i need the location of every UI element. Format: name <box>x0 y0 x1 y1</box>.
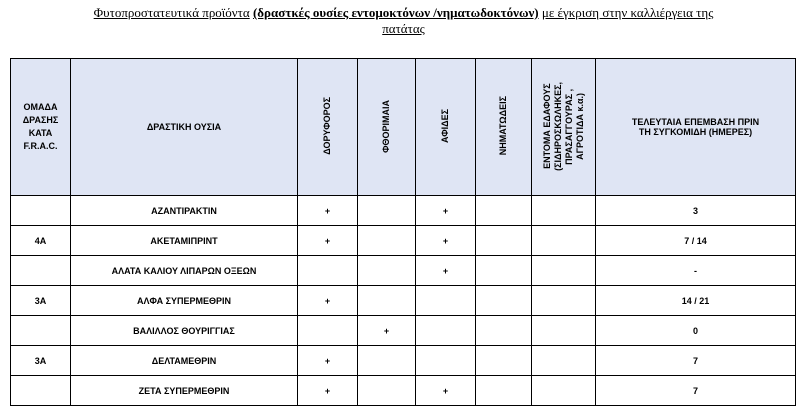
last-application-days-cell: 0 <box>596 316 796 346</box>
title-bold: (δραστκές ουσίες εντομοκτόνων /νηματωδοκτόνων) <box>252 5 539 20</box>
header-soil-line: ΠΡΑΣΑΓΓΟΥΡΑΣ , <box>563 87 574 165</box>
dorifore-cell: + <box>298 346 358 376</box>
nimatodeis-cell <box>476 376 532 406</box>
soil-insects-cell <box>532 346 596 376</box>
nimatodeis-cell <box>476 226 532 256</box>
last-application-days-cell: 7 / 14 <box>596 226 796 256</box>
header-last-application-line: ΤΕΛΕΥΤΑΙΑ ΕΠΕΜΒΑΣΗ ΠΡΙΝ <box>631 117 760 127</box>
header-afides <box>416 59 476 196</box>
header-nimatodeis-label: ΝΗΜΑΤΩΔΕΙΣ <box>498 96 508 156</box>
last-application-days-cell: 3 <box>596 196 796 226</box>
nimatodeis-cell <box>476 196 532 226</box>
dorifore-cell <box>298 256 358 286</box>
ftorimaia-cell <box>358 226 416 256</box>
frac-group-cell: 4Α <box>11 226 71 256</box>
table-row <box>11 316 796 346</box>
ftorimaia-cell <box>358 376 416 406</box>
afides-cell: + <box>416 256 476 286</box>
afides-cell: + <box>416 196 476 226</box>
table-row <box>11 346 796 376</box>
frac-group-cell <box>11 196 71 226</box>
soil-insects-cell <box>532 226 596 256</box>
header-soil-line: (ΣΙΔΗΡΟΣΚΩΛΗΚΕΣ, <box>552 81 563 171</box>
header-afides-label: ΑΦΙΔΕΣ <box>440 108 450 144</box>
soil-insects-cell <box>532 376 596 406</box>
nimatodeis-cell <box>476 346 532 376</box>
pesticide-table <box>10 58 796 406</box>
header-dorifore-label: ΔΟΡΥΦΟΡΟΣ <box>322 97 332 155</box>
header-frac-line: F.R.A.C. <box>23 141 58 151</box>
dorifore-cell <box>298 316 358 346</box>
active-substance-cell: ΑΛΑΤΑ ΚΑΛΙΟΥ ΛΙΠΑΡΩΝ ΟΞΕΩΝ <box>71 256 298 286</box>
header-dorifore <box>298 59 358 196</box>
header-frac-group <box>11 59 71 196</box>
active-substance-cell: ΑΚΕΤΑΜΙΠΡΙΝΤ <box>71 226 298 256</box>
header-active-substance: ΔΡΑΣΤΙΚΗ ΟΥΣΙΑ <box>71 59 298 196</box>
last-application-days-cell: 7 <box>596 376 796 406</box>
header-ftorimaia <box>358 59 416 196</box>
nimatodeis-cell <box>476 256 532 286</box>
table-row <box>11 196 796 226</box>
header-nimatodeis <box>476 59 532 196</box>
header-frac-line: ΚΑΤΑ <box>28 128 53 138</box>
soil-insects-cell <box>532 316 596 346</box>
active-substance-cell: ΑΖΑΝΤΙΡΑΚΤΙΝ <box>71 196 298 226</box>
nimatodeis-cell <box>476 286 532 316</box>
dorifore-cell: + <box>298 196 358 226</box>
header-soil-line: ΕΝΤΟΜΑ ΕΔΑΦΟΥΣ <box>541 83 552 169</box>
nimatodeis-cell <box>476 316 532 346</box>
ftorimaia-cell: + <box>358 316 416 346</box>
frac-group-cell <box>11 316 71 346</box>
active-substance-cell: ΒΑΛΙΛΛΟΣ ΘΟΥΡΙΓΓΙΑΣ <box>71 316 298 346</box>
frac-group-cell: 3Α <box>11 346 71 376</box>
table-row <box>11 286 796 316</box>
title-prefix: Φυτοπροστατευτικά προϊόντα <box>93 5 250 20</box>
afides-cell: + <box>416 376 476 406</box>
header-ftorimaia-label: ΦΘΟΡΙΜΑΙΑ <box>381 99 391 153</box>
header-frac-line: ΟΜΑΔΑ <box>23 102 58 112</box>
header-last-application-line: ΤΗ ΣΥΓΚΟΜΙΔΗ (ΗΜΕΡΕΣ) <box>638 127 753 137</box>
dorifore-cell: + <box>298 376 358 406</box>
soil-insects-cell <box>532 286 596 316</box>
table-header-row <box>11 59 796 196</box>
header-soil-insects <box>532 59 596 196</box>
soil-insects-cell <box>532 196 596 226</box>
dorifore-cell: + <box>298 226 358 256</box>
afides-cell <box>416 316 476 346</box>
title-suffix: με έγκριση στην καλλιέργεια της <box>541 5 714 20</box>
afides-cell: + <box>416 226 476 256</box>
ftorimaia-cell <box>358 286 416 316</box>
last-application-days-cell: 7 <box>596 346 796 376</box>
ftorimaia-cell <box>358 346 416 376</box>
dorifore-cell: + <box>298 286 358 316</box>
document-title <box>0 5 807 37</box>
title-line-2: πατάτας <box>382 21 425 36</box>
header-last-application <box>596 59 796 196</box>
afides-cell <box>416 286 476 316</box>
header-soil-insects-label <box>542 82 586 171</box>
last-application-days-cell: 14 / 21 <box>596 286 796 316</box>
ftorimaia-cell <box>358 256 416 286</box>
table-row <box>11 376 796 406</box>
header-soil-line: ΑΓΡΟΤΙΔΑ κ.α.) <box>574 92 585 160</box>
ftorimaia-cell <box>358 196 416 226</box>
afides-cell <box>416 346 476 376</box>
active-substance-cell: ΔΕΛΤΑΜΕΘΡΙΝ <box>71 346 298 376</box>
active-substance-cell: ΖΕΤΑ ΣΥΠΕΡΜΕΘΡΙΝ <box>71 376 298 406</box>
active-substance-cell: ΑΛΦΑ ΣΥΠΕΡΜΕΘΡΙΝ <box>71 286 298 316</box>
header-frac-line: ΔΡΑΣΗΣ <box>22 115 59 125</box>
frac-group-cell <box>11 376 71 406</box>
frac-group-cell: 3Α <box>11 286 71 316</box>
title-line-1 <box>0 5 807 21</box>
soil-insects-cell <box>532 256 596 286</box>
table-row <box>11 226 796 256</box>
last-application-days-cell: - <box>596 256 796 286</box>
frac-group-cell <box>11 256 71 286</box>
table-row <box>11 256 796 286</box>
